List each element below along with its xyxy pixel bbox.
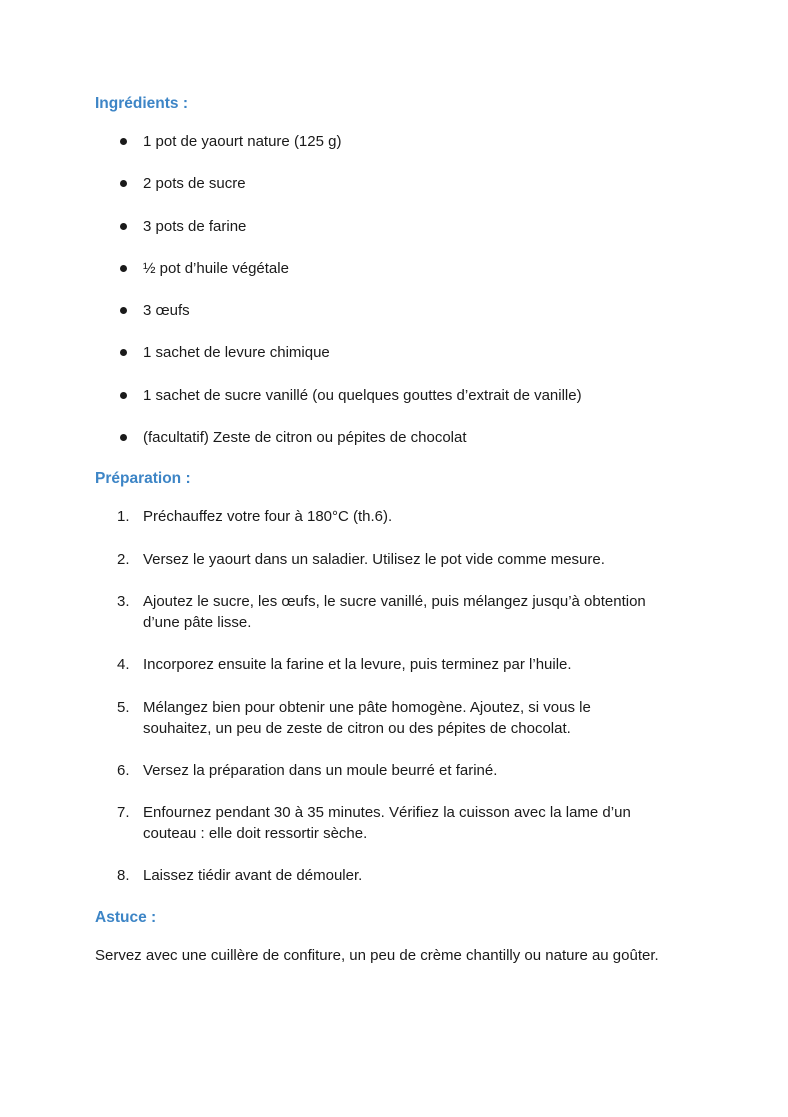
ingredient-item	[95, 216, 715, 237]
ingredient-text: 1 sachet de levure chimique	[143, 344, 330, 362]
step-item	[95, 760, 715, 781]
tip-heading: Astuce :	[95, 908, 157, 926]
ingredient-item	[95, 427, 715, 448]
step-text: Mélangez bien pour obtenir une pâte homogène. Ajoutez, si vous le souhaitez, un peu de zeste de citron ou des pépites de chocolat.	[143, 698, 591, 737]
ingredient-text: 3 œufs	[143, 302, 190, 320]
bullet-icon	[120, 223, 127, 230]
step-number: 6.	[117, 761, 130, 779]
step-item	[95, 591, 715, 633]
ingredients-heading: Ingrédients :	[95, 95, 189, 112]
step-item	[95, 549, 715, 570]
bullet-icon	[120, 180, 127, 187]
ingredient-item	[95, 300, 715, 321]
step-item	[95, 654, 715, 675]
step-item	[95, 697, 715, 739]
step-text: Enfournez pendant 30 à 35 minutes. Vérifiez la cuisson avec la lame d’un couteau : elle doit ressortir sèche.	[143, 804, 631, 843]
step-item	[95, 802, 715, 844]
step-text: Versez la préparation dans un moule beurré et fariné.	[143, 761, 498, 779]
step-text: Préchauffez votre four à 180°C (th.6).	[143, 508, 393, 526]
tip-text: Servez avec une cuillère de confiture, un peu de crème chantilly ou nature au goûter.	[95, 946, 659, 964]
ingredient-item	[95, 258, 715, 279]
step-item	[95, 865, 715, 886]
ingredient-item	[95, 385, 715, 406]
bullet-icon	[120, 434, 127, 441]
step-number: 2.	[117, 550, 130, 568]
step-text: Incorporez ensuite la farine et la levure, puis terminez par l’huile.	[143, 656, 572, 674]
ingredients-list	[95, 131, 715, 448]
bullet-icon	[120, 392, 127, 399]
recipe-document	[95, 94, 715, 966]
ingredient-text: 2 pots de sucre	[143, 175, 246, 193]
ingredient-text: (facultatif) Zeste de citron ou pépites de chocolat	[143, 429, 467, 447]
step-text: Ajoutez le sucre, les œufs, le sucre vanillé, puis mélangez jusqu’à obtention d’une pâte lisse.	[143, 592, 646, 631]
ingredient-text: ½ pot d’huile végétale	[143, 259, 289, 277]
ingredient-text: 3 pots de farine	[143, 217, 247, 235]
step-text: Laissez tiédir avant de démouler.	[143, 867, 363, 885]
step-item	[95, 506, 715, 527]
step-number: 7.	[117, 804, 130, 822]
ingredient-item	[95, 342, 715, 363]
ingredient-item	[95, 173, 715, 194]
step-number: 4.	[117, 656, 130, 674]
ingredient-text: 1 sachet de sucre vanillé (ou quelques gouttes d’extrait de vanille)	[143, 386, 582, 404]
bullet-icon	[120, 349, 127, 356]
step-number: 5.	[117, 698, 130, 716]
step-text: Versez le yaourt dans un saladier. Utilisez le pot vide comme mesure.	[143, 550, 605, 568]
step-number: 8.	[117, 867, 130, 885]
ingredient-item	[95, 131, 715, 152]
bullet-icon	[120, 307, 127, 314]
ingredient-text: 1 pot de yaourt nature (125 g)	[143, 133, 342, 150]
preparation-heading: Préparation :	[95, 470, 191, 488]
step-number: 1.	[117, 508, 130, 526]
preparation-steps	[95, 506, 715, 886]
step-number: 3.	[117, 592, 130, 610]
bullet-icon	[120, 138, 127, 145]
bullet-icon	[120, 265, 127, 272]
